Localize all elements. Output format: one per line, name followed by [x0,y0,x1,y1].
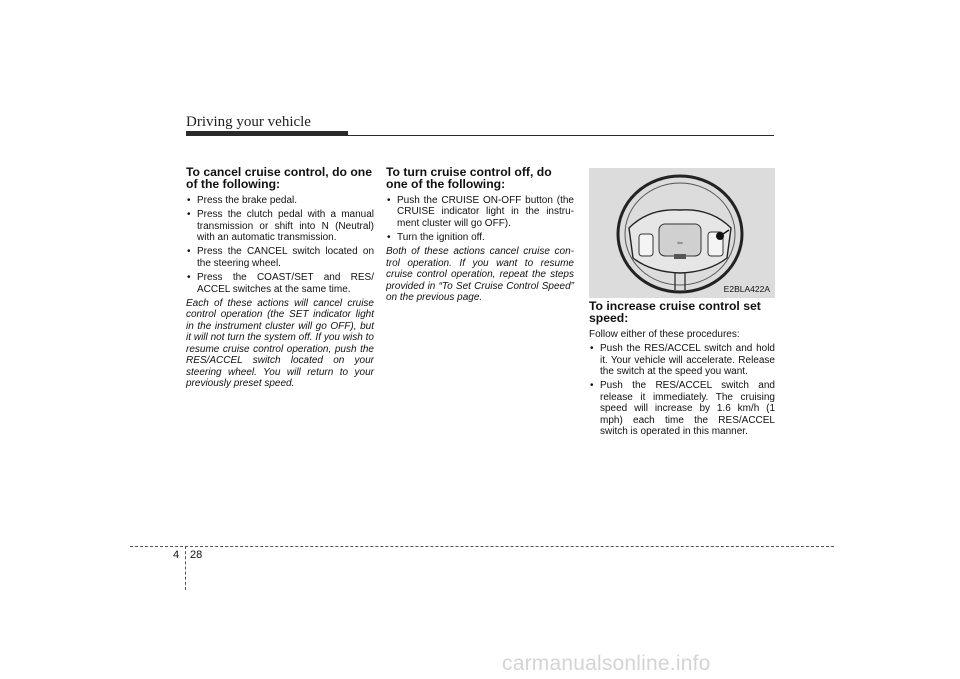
increase-heading: To increase cruise control set speed: [589,299,761,326]
page-header-title: Driving your vehicle [186,114,311,130]
figure-label: E2BLA422A [723,284,770,294]
list-item: • Press the clutch pedal with a manual transmission or shift into N (Neutral) with an automatic transmission. [186,209,374,243]
list-item: • Push the CRUISE ON-OFF button (the CRUISE indicator light in the instru- ment cluster will go OFF). [386,195,574,229]
header-rule [186,135,774,136]
footer-rule [130,546,834,547]
cancel-section [186,166,374,389]
increase-section [589,300,775,440]
cancel-note: Each of these actions will cancel cruise control operation (the SET indicator light in the instrument cluster will go OFF), but it will not turn the system off. If you wish to resume cruise control operation, push the RES/ACCEL switch located on your steering wheel. You will return to your previously preset speed. [186,298,374,389]
page-number: 28 [190,549,203,561]
chapter-number: 4 [173,549,180,561]
list-item: • Push the RES/ACCEL switch and hold it. Your vehicle will accelerate. Release the switch at the speed you want. [589,343,775,377]
turn-off-heading: To turn cruise control off, do one of the following: [386,165,552,192]
turn-off-list [386,195,574,244]
list-item: • Press the brake pedal. [186,195,374,206]
cancel-list [186,195,374,295]
svg-text:kia: kia [677,240,683,245]
cancel-heading: To cancel cruise control, do one of the following: [186,165,373,192]
turn-off-note: Both of these actions cancel cruise con- trol operation. If you want to resume cruise control operation, repeat the steps provided in “To Set Cruise Control Speed” on the previous page. [386,246,574,304]
footer-divider [185,546,186,590]
list-item: • Push the RES/ACCEL switch and release it immediately. The cruising speed will increase by 1.6 km/h (1 mph) each time the RES/ACCEL switch is operated in this manner. [589,380,775,437]
list-item: • Turn the ignition off. [386,232,574,243]
increase-intro: Follow either of these procedures: [589,328,740,340]
steering-wheel-icon [589,168,775,298]
list-item: • Press the COAST/SET and RES/ ACCEL switches at the same time. [186,272,374,295]
steering-wheel-figure [589,168,775,298]
watermark: carmanualsonline.info [502,652,711,675]
list-item: • Press the CANCEL switch located on the steering wheel. [186,246,374,269]
increase-list [589,343,775,437]
turn-off-section [386,166,574,303]
